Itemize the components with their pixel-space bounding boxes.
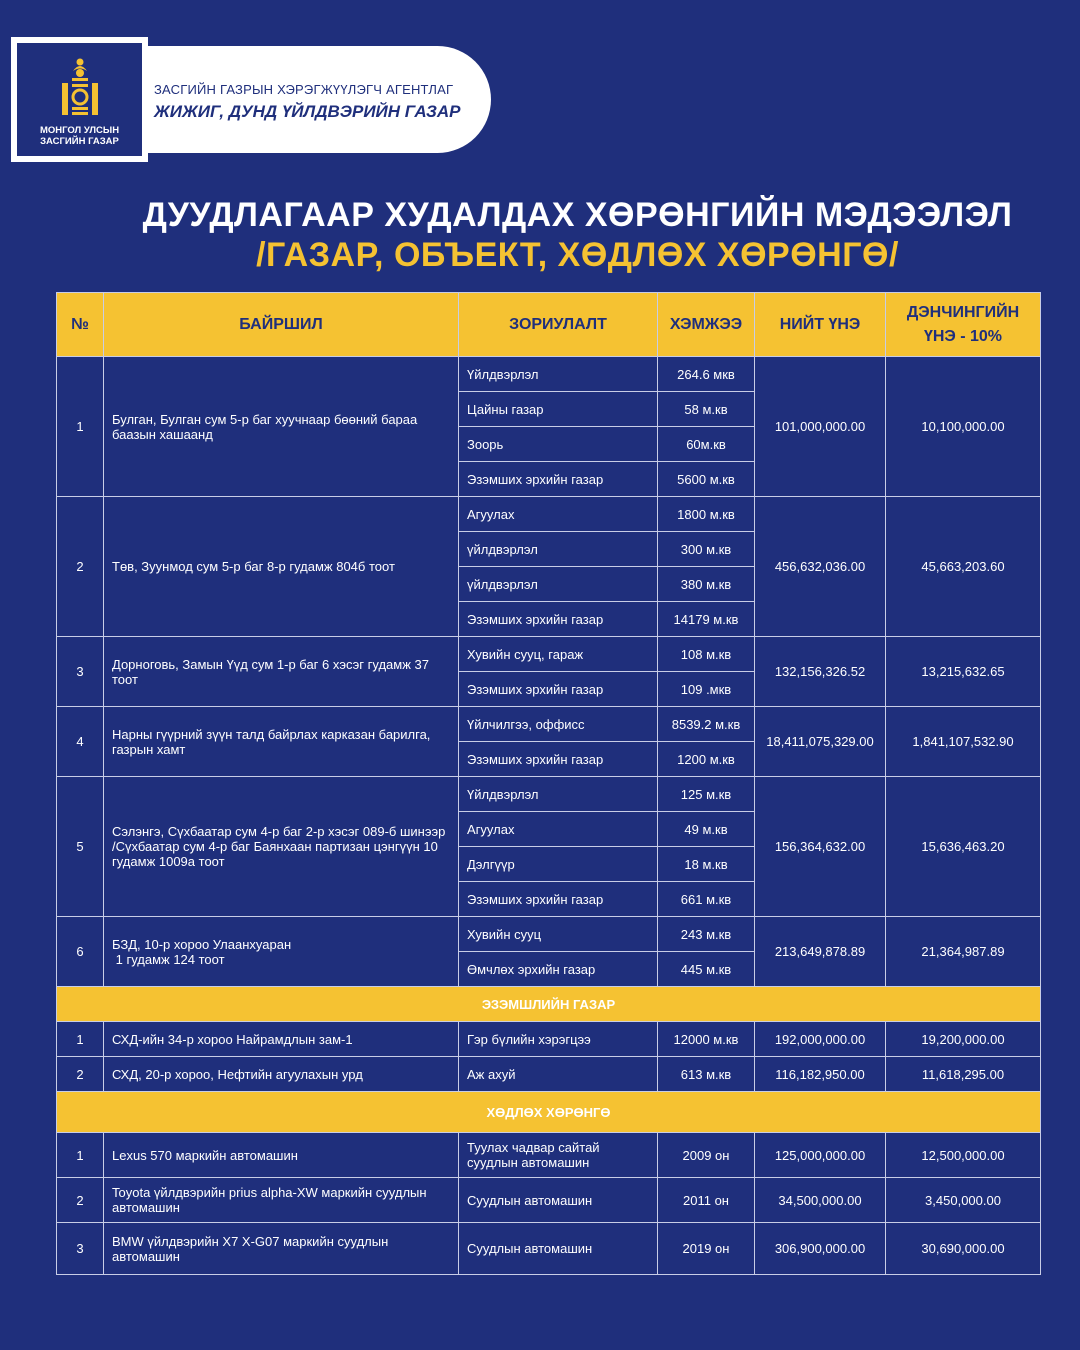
row-location: СХД-ийн 34-р хороо Найрамдлын зам-1 (104, 1022, 459, 1057)
row-purpose: Хувийн сууц, гараж (459, 637, 658, 672)
row-deposit: 45,663,203.60 (886, 497, 1041, 637)
page-title: ДУУДЛАГААР ХУДАЛДАХ ХӨРӨНГИЙН МЭДЭЭЛЭЛ (142, 196, 1013, 234)
row-purpose: Үйлдвэрлэл (459, 777, 658, 812)
row-purpose: Хувийн сууц (459, 917, 658, 952)
header-size: ХЭМЖЭЭ (658, 293, 755, 357)
header-purpose: ЗОРИУЛАЛТ (459, 293, 658, 357)
row-size: 1800 м.кв (658, 497, 755, 532)
row-location: BMW үйлдвэрийн X7 X-G07 маркийн суудлын автомашин (104, 1223, 459, 1275)
row-location-line2: 1 гудамж 124 тоот (112, 951, 225, 967)
row-deposit: 21,364,987.89 (886, 917, 1041, 987)
table-row (57, 1223, 1041, 1275)
row-purpose: Цайны газар (459, 392, 658, 427)
row-location: Toyota үйлдвэрийн prius alpha-XW маркийн суудлын автомашин (104, 1178, 459, 1223)
row-size: 60м.кв (658, 427, 755, 462)
row-total-price: 306,900,000.00 (755, 1223, 886, 1275)
row-deposit: 10,100,000.00 (886, 357, 1041, 497)
row-location (104, 917, 459, 987)
row-size: 12000 м.кв (658, 1022, 755, 1057)
row-total-price: 132,156,326.52 (755, 637, 886, 707)
row-number: 3 (57, 1223, 104, 1275)
table-row (57, 497, 1041, 532)
row-deposit: 3,450,000.00 (886, 1178, 1041, 1223)
table-row (57, 1057, 1041, 1092)
row-purpose: Аж ахуй (459, 1057, 658, 1092)
row-total-price: 213,649,878.89 (755, 917, 886, 987)
section-title-land: ЭЗЭМШЛИЙН ГАЗАР (57, 987, 1041, 1022)
row-location-line1: БЗД, 10-р хороо Улаанхуаран (112, 936, 292, 952)
row-purpose: Суудлын автомашин (459, 1178, 658, 1223)
row-number: 1 (57, 1022, 104, 1057)
row-location: Булган, Булган сум 5-р баг хуучнаар бөөний бараа баазын хашаанд (104, 357, 459, 497)
row-location: Дорноговь, Замын Үүд сум 1-р баг 6 хэсэг гудамж 37 тоот (104, 637, 459, 707)
table-row (57, 777, 1041, 812)
row-deposit: 13,215,632.65 (886, 637, 1041, 707)
row-purpose: үйлдвэрлэл (459, 532, 658, 567)
row-number: 1 (57, 1133, 104, 1178)
row-number: 2 (57, 1057, 104, 1092)
row-total-price: 18,411,075,329.00 (755, 707, 886, 777)
row-location: СХД, 20-р хороо, Нефтийн агуулахын урд (104, 1057, 459, 1092)
page-subtitle: /ГАЗАР, ОБЪЕКТ, ХӨДЛӨХ ХӨРӨНГӨ/ (256, 236, 899, 274)
row-size: 300 м.кв (658, 532, 755, 567)
row-total-price: 101,000,000.00 (755, 357, 886, 497)
header-deposit-line1: ДЭНЧИНГИЙН (906, 303, 1020, 321)
table-row (57, 1178, 1041, 1223)
header-total-price: НИЙТ ҮНЭ (755, 293, 886, 357)
row-purpose: Зоорь (459, 427, 658, 462)
table-row (57, 1022, 1041, 1057)
row-purpose: Туулах чадвар сайтай суудлын автомашин (459, 1133, 658, 1178)
row-purpose: Эзэмших эрхийн газар (459, 602, 658, 637)
row-purpose: Эзэмших эрхийн газар (459, 742, 658, 777)
row-deposit: 19,200,000.00 (886, 1022, 1041, 1057)
section-title-movable: ХӨДЛӨХ ХӨРӨНГӨ (57, 1092, 1041, 1133)
row-size: 14179 м.кв (658, 602, 755, 637)
row-size: 2019 он (658, 1223, 755, 1275)
row-size: 125 м.кв (658, 777, 755, 812)
row-purpose: Өмчлөх эрхийн газар (459, 952, 658, 987)
row-number: 5 (57, 777, 104, 917)
row-purpose: үйлдвэрлэл (459, 567, 658, 602)
section-header-movable (57, 1092, 1041, 1133)
row-size: 1200 м.кв (658, 742, 755, 777)
row-size: 445 м.кв (658, 952, 755, 987)
row-total-price: 125,000,000.00 (755, 1133, 886, 1178)
row-size: 380 м.кв (658, 567, 755, 602)
row-deposit: 1,841,107,532.90 (886, 707, 1041, 777)
table-row (57, 357, 1041, 392)
row-total-price: 456,632,036.00 (755, 497, 886, 637)
header-deposit (886, 293, 1041, 357)
row-size: 108 м.кв (658, 637, 755, 672)
row-purpose: Эзэмших эрхийн газар (459, 882, 658, 917)
soyombo-emblem-icon (60, 57, 100, 119)
row-purpose: Үйлчилгээ, оффисс (459, 707, 658, 742)
row-purpose: Агуулах (459, 497, 658, 532)
row-location: Нарны гүүрний зүүн талд байрлах карказан барилга, газрын хамт (104, 707, 459, 777)
table-row (57, 707, 1041, 742)
row-location: Сэлэнгэ, Сүхбаатар сум 4-р баг 2-р хэсэг 089-б шинээр /Сүхбаатар сум 4-р баг Баянхаан партизан цэнгүүн 10 гудамж 1009а тоот (104, 777, 459, 917)
row-purpose: Суудлын автомашин (459, 1223, 658, 1275)
row-size: 5600 м.кв (658, 462, 755, 497)
table-row (57, 637, 1041, 672)
header-location: БАЙРШИЛ (104, 293, 459, 357)
row-size: 2011 он (658, 1178, 755, 1223)
row-purpose: Дэлгүүр (459, 847, 658, 882)
row-deposit: 15,636,463.20 (886, 777, 1041, 917)
row-purpose: Агуулах (459, 812, 658, 847)
row-deposit: 11,618,295.00 (886, 1057, 1041, 1092)
row-total-price: 34,500,000.00 (755, 1178, 886, 1223)
logo-text-line2: ЗАСГИЙН ГАЗАР (40, 136, 119, 147)
row-number: 1 (57, 357, 104, 497)
row-size: 58 м.кв (658, 392, 755, 427)
row-size: 2009 он (658, 1133, 755, 1178)
row-total-price: 192,000,000.00 (755, 1022, 886, 1057)
government-logo (11, 37, 148, 162)
row-purpose: Үйлдвэрлэл (459, 357, 658, 392)
row-size: 661 м.кв (658, 882, 755, 917)
row-location: Lexus 570 маркийн автомашин (104, 1133, 459, 1178)
header-no: № (57, 293, 104, 357)
row-size: 8539.2 м.кв (658, 707, 755, 742)
row-number: 2 (57, 1178, 104, 1223)
row-size: 613 м.кв (658, 1057, 755, 1092)
assets-table (56, 292, 1041, 1275)
row-size: 264.6 мкв (658, 357, 755, 392)
row-purpose: Эзэмших эрхийн газар (459, 462, 658, 497)
header-deposit-line2: ҮНЭ - 10% (923, 327, 1003, 345)
row-purpose: Эзэмших эрхийн газар (459, 672, 658, 707)
row-number: 3 (57, 637, 104, 707)
row-total-price: 116,182,950.00 (755, 1057, 886, 1092)
agency-name: ЖИЖИГ, ДУНД ҮЙЛДВЭРИЙН ГАЗАР (154, 102, 461, 121)
row-size: 49 м.кв (658, 812, 755, 847)
table-row (57, 917, 1041, 952)
row-total-price: 156,364,632.00 (755, 777, 886, 917)
table-header-row (57, 293, 1041, 357)
row-location: Төв, Зуунмод сум 5-р баг 8-р гудамж 804б тоот (104, 497, 459, 637)
row-purpose: Гэр бүлийн хэрэгцээ (459, 1022, 658, 1057)
row-number: 4 (57, 707, 104, 777)
row-number: 2 (57, 497, 104, 637)
section-header-land (57, 987, 1041, 1022)
agency-banner (148, 46, 491, 153)
logo-text-line1: МОНГОЛ УЛСЫН (39, 125, 120, 136)
row-size: 18 м.кв (658, 847, 755, 882)
agency-subtitle: ЗАСГИЙН ГАЗРЫН ХЭРЭГЖҮҮЛЭГЧ АГЕНТЛАГ (154, 82, 454, 97)
row-deposit: 12,500,000.00 (886, 1133, 1041, 1178)
row-size: 243 м.кв (658, 917, 755, 952)
table-row (57, 1133, 1041, 1178)
row-deposit: 30,690,000.00 (886, 1223, 1041, 1275)
row-size: 109 .мкв (658, 672, 755, 707)
row-number: 6 (57, 917, 104, 987)
